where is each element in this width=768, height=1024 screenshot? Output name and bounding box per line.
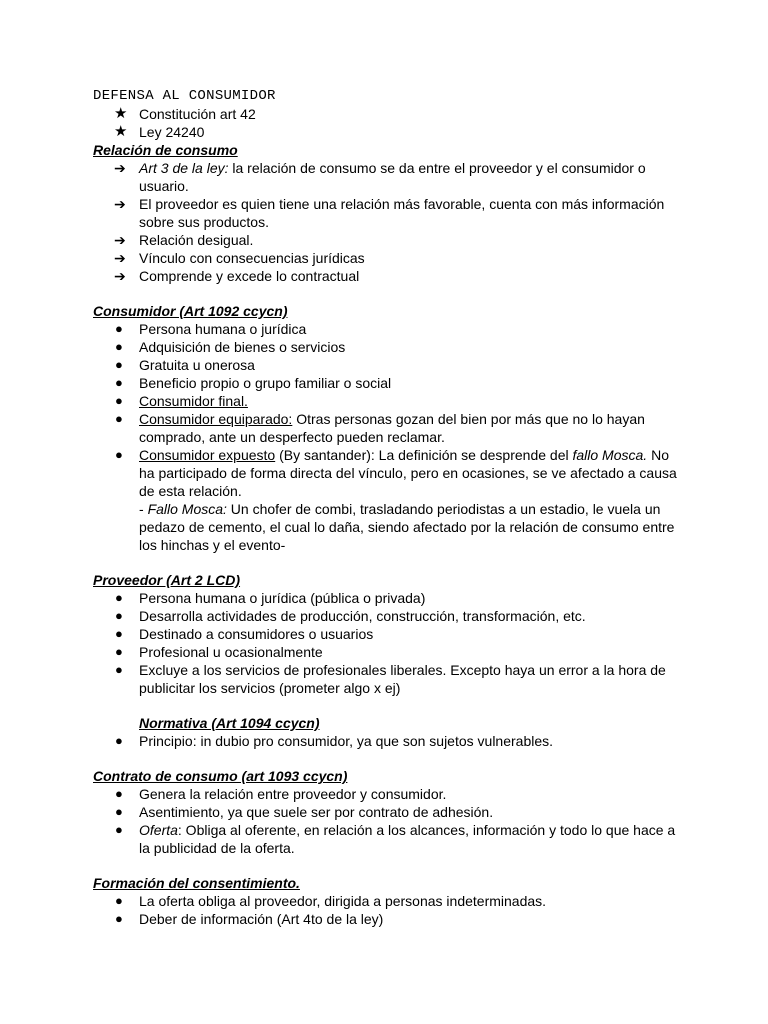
list-item-text: Otras personas gozan del bien por más que no lo hayan comprado, ante un desperfecto pueden reclamar. — [139, 411, 645, 445]
star-icon: ★ — [114, 105, 128, 122]
list-item — [93, 892, 683, 910]
spacer — [93, 697, 683, 714]
list-item-text: Deber de información (Art 4to de la ley) — [139, 911, 384, 927]
list-item-text: Beneficio propio o grupo familiar o social — [139, 375, 392, 391]
document-title: DEFENSA AL CONSUMIDOR — [93, 88, 276, 104]
list-item-text: Relación desigual. — [139, 232, 254, 248]
list-item-text: Persona humana o jurídica (pública o privada) — [139, 590, 426, 606]
section-heading-consumidor: Consumidor (Art 1092 ccycn) — [93, 303, 288, 319]
bullet-icon: ● — [115, 644, 123, 659]
list-item — [93, 589, 683, 607]
spacer — [93, 285, 683, 302]
list-item — [93, 821, 683, 857]
section-heading-contrato: Contrato de consumo (art 1093 ccycn) — [93, 768, 348, 784]
list-item — [93, 607, 683, 625]
list-item-text: Desarrolla actividades de producción, construcción, transformación, etc. — [139, 608, 586, 624]
intro-list — [93, 105, 683, 141]
bullet-icon: ● — [115, 626, 123, 641]
list-item-text: Asentimiento, ya que suele ser por contrato de adhesión. — [139, 804, 494, 820]
arrow-right-icon: ➔ — [114, 196, 126, 212]
document-page — [93, 87, 683, 928]
bullet-icon: ● — [115, 375, 123, 390]
fallo-reference: fallo Mosca. — [572, 447, 648, 463]
list-item-text: No ha participado de forma directa del vínculo, pero en ocasiones, se ve afectado a causa de esta relación. — [139, 447, 677, 499]
bullet-icon: ● — [115, 357, 123, 372]
arrow-right-icon: ➔ — [114, 160, 126, 176]
list-item — [93, 661, 683, 697]
oferta-label: Oferta — [139, 822, 178, 838]
list-item — [93, 249, 683, 267]
list-item — [93, 732, 683, 750]
list-item-text: Constitución art 42 — [139, 106, 256, 122]
list-item — [93, 231, 683, 249]
list-item — [93, 910, 683, 928]
list-item — [93, 123, 683, 141]
section-heading-formacion: Formación del consentimiento. — [93, 875, 300, 891]
list-item-text: (By santander): La definición se desprende del — [275, 447, 573, 463]
article-reference: Art 3 de la ley: — [139, 160, 229, 176]
list-item — [93, 785, 683, 803]
bullet-icon: ● — [115, 411, 123, 426]
star-icon: ★ — [114, 123, 128, 140]
list-item-text: Genera la relación entre proveedor y consumidor. — [139, 786, 447, 802]
list-item-text: Vínculo con consecuencias jurídicas — [139, 250, 365, 266]
list-item-text: Ley 24240 — [139, 124, 205, 140]
bullet-icon: ● — [115, 911, 123, 926]
list-item-text: la relación de consumo se da entre el proveedor y el consumidor o usuario. — [139, 160, 646, 194]
list-item — [93, 105, 683, 123]
list-item-text: Adquisición de bienes o servicios — [139, 339, 346, 355]
consumidor-final-label: Consumidor final. — [139, 393, 248, 409]
list-item-text: La oferta obliga al proveedor, dirigida a personas indeterminadas. — [139, 893, 547, 909]
consumidor-equiparado-label: Consumidor equiparado: — [139, 411, 293, 427]
bullet-icon: ● — [115, 804, 123, 819]
consumidor-list — [93, 320, 683, 554]
bullet-icon: ● — [115, 447, 123, 462]
list-item-text: El proveedor es quien tiene una relación más favorable, cuenta con más información sobre sus productos. — [139, 196, 665, 230]
formacion-list — [93, 892, 683, 928]
bullet-icon: ● — [115, 786, 123, 801]
spacer — [93, 857, 683, 874]
bullet-icon: ● — [115, 893, 123, 908]
arrow-right-icon: ➔ — [114, 268, 126, 284]
fallo-title: Fallo Mosca: — [147, 501, 227, 517]
bullet-icon: ● — [115, 321, 123, 336]
list-item-text: Persona humana o jurídica — [139, 321, 307, 337]
section-heading-proveedor: Proveedor (Art 2 LCD) — [93, 572, 241, 588]
list-item-text: Excluye a los servicios de profesionales liberales. Excepto haya un error a la hora de publicitar los servicios (prometer algo x ej) — [139, 662, 666, 696]
list-item-text: Comprende y excede lo contractual — [139, 268, 360, 284]
bullet-icon: ● — [115, 733, 123, 748]
consumidor-expuesto-label: Consumidor expuesto — [139, 447, 276, 463]
list-item-text: Profesional u ocasionalmente — [139, 644, 323, 660]
bullet-icon: ● — [115, 822, 123, 837]
list-item-text: Principio: in dubio pro consumidor, ya que son sujetos vulnerables. — [139, 733, 554, 749]
list-item-text: Destinado a consumidores o usuarios — [139, 626, 374, 642]
list-item — [93, 320, 683, 338]
normativa-list — [93, 732, 683, 750]
bullet-icon: ● — [115, 590, 123, 605]
section-heading-normativa: Normativa (Art 1094 ccycn) — [139, 715, 320, 731]
list-item — [93, 338, 683, 356]
list-item — [93, 392, 683, 410]
bullet-icon: ● — [115, 339, 123, 354]
list-item — [93, 643, 683, 661]
fallo-description: Un chofer de combi, trasladando periodistas a un estadio, le vuela un pedazo de cemento, el cual lo daña, siendo afectado por la relación de consumo entre los hinchas y el evento- — [139, 501, 675, 553]
spacer — [93, 750, 683, 767]
list-item-text: : Obliga al oferente, en relación a los alcances, información y todo lo que hace a la publicidad de la oferta. — [139, 822, 676, 856]
list-item — [93, 356, 683, 374]
list-item — [93, 195, 683, 231]
spacer — [93, 554, 683, 571]
list-item — [93, 410, 683, 446]
list-item — [93, 803, 683, 821]
list-item — [93, 446, 683, 554]
section-heading-relacion: Relación de consumo — [93, 142, 238, 158]
proveedor-list — [93, 589, 683, 697]
arrow-right-icon: ➔ — [114, 250, 126, 266]
bullet-icon: ● — [115, 393, 123, 408]
bullet-icon: ● — [115, 662, 123, 677]
contrato-list — [93, 785, 683, 857]
list-item — [93, 267, 683, 285]
fallo-prefix: - — [139, 501, 148, 517]
arrow-right-icon: ➔ — [114, 232, 126, 248]
list-item-text: Gratuita u onerosa — [139, 357, 255, 373]
list-item — [93, 374, 683, 392]
relacion-list — [93, 159, 683, 285]
list-item — [93, 625, 683, 643]
list-item — [93, 159, 683, 195]
bullet-icon: ● — [115, 608, 123, 623]
